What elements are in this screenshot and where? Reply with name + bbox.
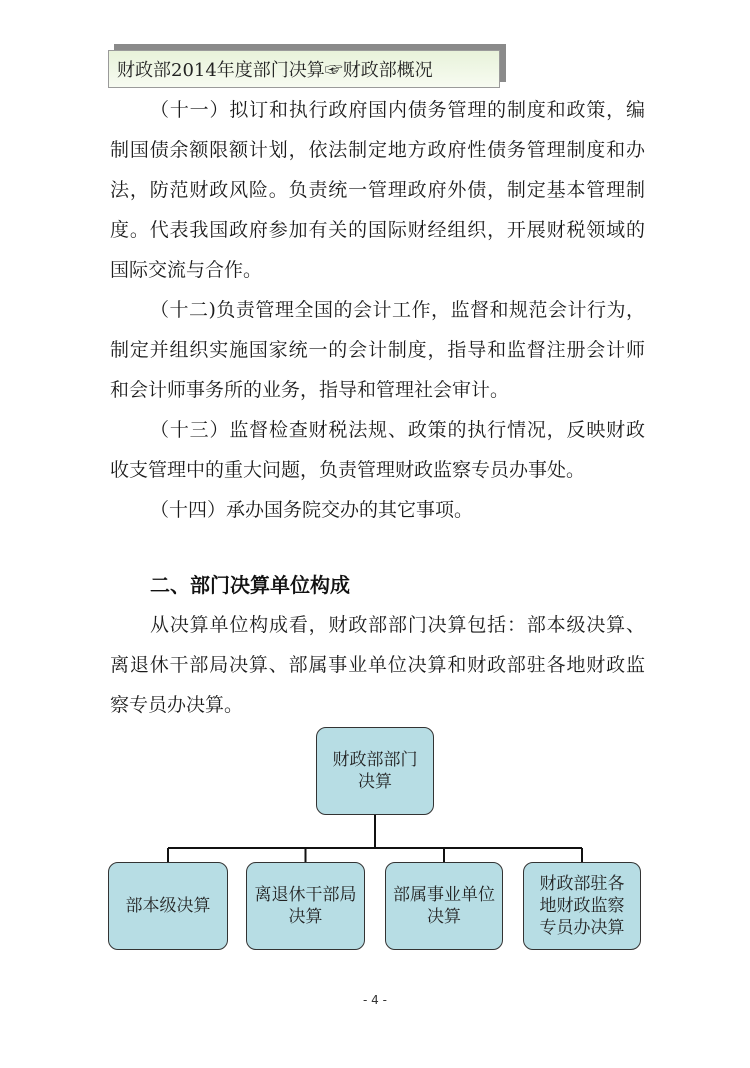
paragraph-line: 察专员办决算。 — [110, 694, 244, 716]
section-units-paragraph — [110, 605, 645, 725]
org-node-label: 部本级决算 — [125, 896, 211, 916]
section-heading: 二、部门决算单位构成 — [150, 573, 350, 597]
paragraph-line: 制定并组织实施国家统一的会计制度，指导和监督注册会计师 — [110, 339, 645, 361]
paragraph-line: 从决算单位构成看，财政部部门决算包括：部本级决算、 — [150, 614, 645, 636]
org-node-affiliated-institutions — [385, 862, 503, 950]
paragraph-line: 国际交流与合作。 — [110, 259, 263, 281]
paragraph-duty-12 — [110, 290, 645, 410]
org-node-label: 专员办决算 — [539, 918, 625, 938]
paragraph-line: 和会计师事务所的业务，指导和管理社会审计。 — [110, 379, 510, 401]
paragraph-duty-14 — [110, 490, 645, 530]
paragraph-line: 离退休干部局决算、部属事业单位决算和财政部驻各地财政监 — [110, 654, 645, 676]
paragraph-line: 制国债余额限额计划，依法制定地方政府性债务管理制度和办 — [110, 139, 645, 161]
org-node-label: 地财政监察 — [539, 896, 625, 916]
paragraph-line: 法，防范财政风险。负责统一管理政府外债，制定基本管理制 — [110, 179, 645, 201]
paragraph-line: 收支管理中的重大问题，负责管理财政监察专员办事处。 — [110, 459, 586, 481]
org-node-label: 决算 — [358, 772, 392, 792]
org-node-label: 财政部部门 — [332, 750, 418, 770]
section-duties — [110, 90, 645, 530]
paragraph-line: （十一）拟订和执行政府国内债务管理的制度和政策，编 — [150, 99, 645, 121]
org-node-retired-cadres — [246, 862, 365, 950]
org-chart — [0, 720, 750, 960]
paragraph-duty-11 — [110, 90, 645, 290]
paragraph-line: 度。代表我国政府参加有关的国际财经组织，开展财税领域的 — [110, 219, 645, 241]
paragraph-duty-13 — [110, 410, 645, 490]
org-node-label: 决算 — [427, 907, 461, 927]
org-node-label: 部属事业单位 — [393, 885, 495, 905]
paragraph-line: （十三）监督检查财税法规、政策的执行情况，反映财政 — [150, 419, 645, 441]
page-header-banner — [108, 50, 500, 88]
org-node-regional-offices — [523, 862, 641, 950]
org-node-root — [316, 727, 434, 815]
page-number: - 4 - — [363, 993, 387, 1007]
org-node-label: 财政部驻各 — [539, 874, 625, 894]
page-header-title: 财政部2014年度部门决算☞财政部概况 — [117, 60, 433, 81]
paragraph-line: （十二)负责管理全国的会计工作，监督和规范会计行为， — [150, 299, 645, 321]
org-node-ministry-level — [108, 862, 228, 950]
org-node-label: 离退休干部局 — [254, 885, 357, 905]
org-node-label: 决算 — [288, 907, 323, 927]
paragraph-line: （十四）承办国务院交办的其它事项。 — [150, 499, 474, 521]
